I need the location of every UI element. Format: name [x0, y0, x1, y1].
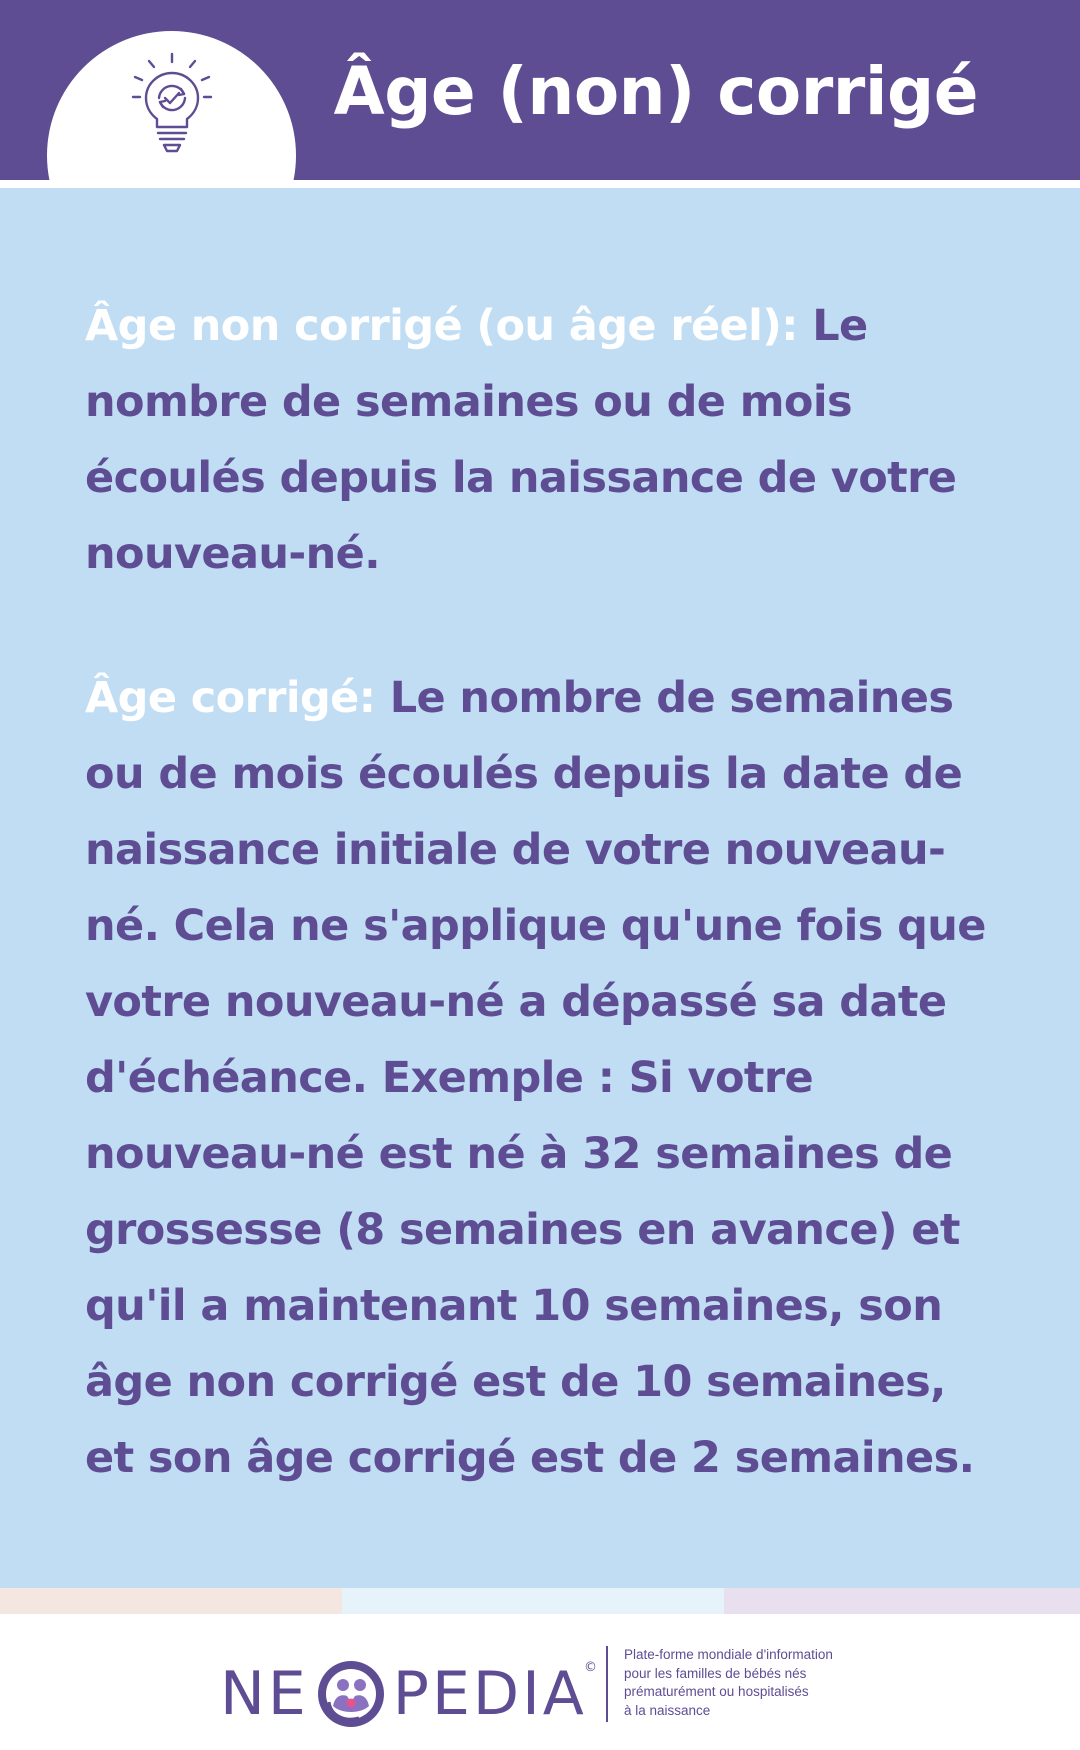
- definition-corrected-age: [85, 660, 1005, 1496]
- brand-text-left: NE: [220, 1659, 309, 1729]
- definition-text: Le nombre de semaines ou de mois écoulés depuis la date de naissance initiale de votre nouveau-né. Cela ne s'applique qu'une fois que votre nouveau-né a dépassé sa date d'échéance. Exemple : Si votre nouveau-né est né à 32 semaines de grossesse (8 semaines en avance) et qu'il a maintenant 10 semaines, son âge non corrigé est de 10 semaines, et son âge corrigé est de 2 semaines.: [85, 673, 986, 1483]
- tagline-line: prématurément ou hospitalisés: [624, 1684, 809, 1699]
- header-banner: [0, 0, 1080, 180]
- tagline: [624, 1646, 884, 1720]
- tagline-line: Plate-forme mondiale d'information: [624, 1647, 833, 1662]
- header-divider: [0, 180, 1080, 188]
- tagline-line: pour les familles de bébés nés: [624, 1665, 807, 1681]
- footer-divider: [606, 1646, 608, 1722]
- copyright-mark: ©: [584, 1660, 597, 1675]
- color-strip: [0, 1588, 1080, 1614]
- lightbulb-check-icon: [127, 51, 217, 156]
- definitions-text: [85, 288, 1005, 1496]
- brand-text-right: PEDIA: [392, 1659, 587, 1729]
- definition-text: Le nombre de semaines ou de mois écoulés depuis la naissance de votre nouveau-né.: [85, 301, 957, 579]
- definition-term: Âge non corrigé (ou âge réel):: [85, 301, 798, 351]
- family-circle-icon: [315, 1658, 387, 1730]
- icon-badge: [47, 31, 296, 180]
- strip-peach: [0, 1588, 342, 1614]
- strip-lavender: [724, 1588, 1080, 1614]
- definition-uncorrected-age: [85, 288, 1005, 592]
- neopedia-logo: [220, 1654, 587, 1734]
- page-title: Âge (non) corrigé: [333, 53, 978, 130]
- definition-term: Âge corrigé:: [85, 673, 376, 723]
- footer: [0, 1614, 1080, 1750]
- strip-light-blue: [342, 1588, 724, 1614]
- tagline-line: à la naissance: [624, 1702, 711, 1718]
- definitions-panel: [0, 188, 1080, 1588]
